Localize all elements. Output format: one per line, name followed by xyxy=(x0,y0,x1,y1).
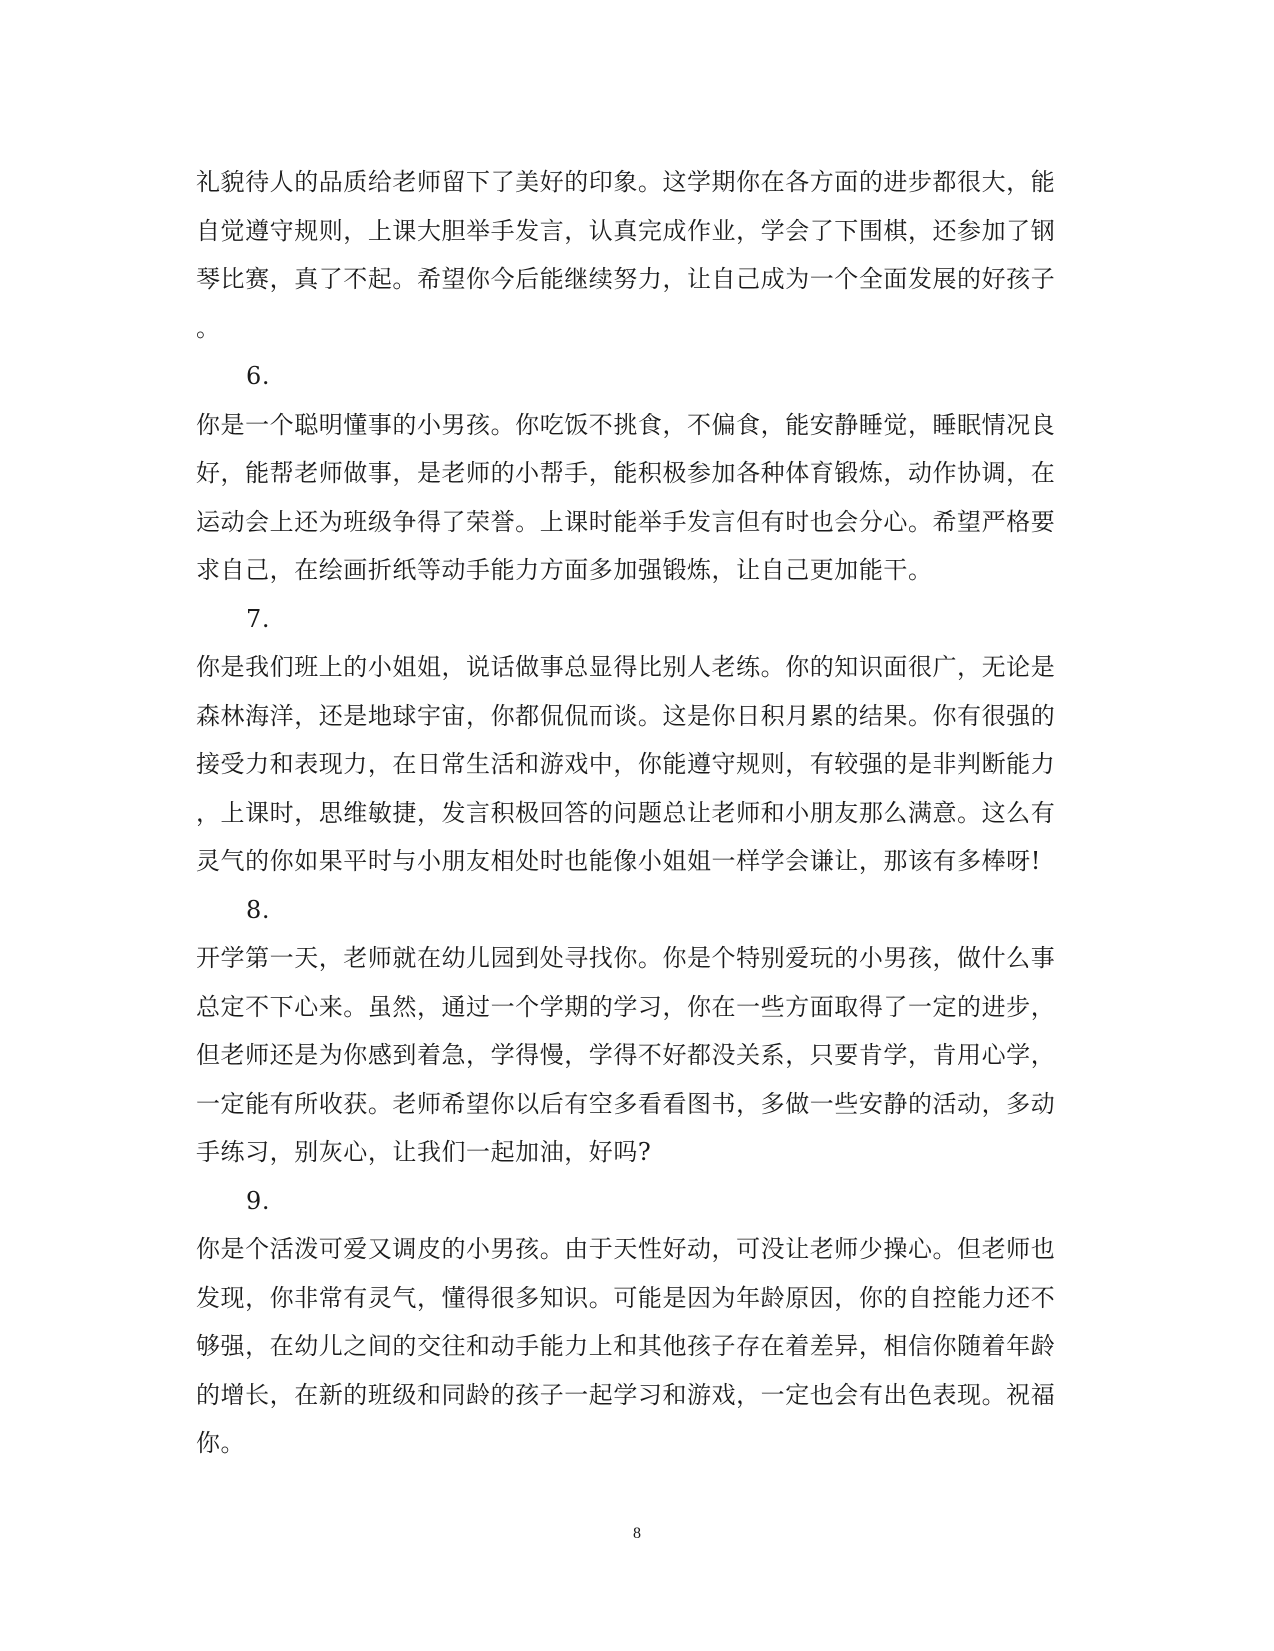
text-line: 发现，你非常有灵气，懂得很多知识。可能是因为年龄原因，你的自控能力还不 xyxy=(196,1283,1056,1312)
text-line: 好，能帮老师做事，是老师的小帮手，能积极参加各种体育锻炼，动作协调，在 xyxy=(196,459,1056,487)
text-line: 开学第一天，老师就在幼儿园到处寻找你。你是个特别爱玩的小男孩，做什么事 xyxy=(196,944,1056,972)
text-line: 灵气的你如果平时与小朋友相处时也能像小姐姐一样学会谦让，那该有多棒呀! xyxy=(196,847,1041,875)
text-line: 礼貌待人的品质给老师留下了美好的印象。这学期你在各方面的进步都很大，能 xyxy=(196,168,1056,196)
text-line: 运动会上还为班级争得了荣誉。上课时能举手发言但有时也会分心。希望严格要 xyxy=(196,507,1056,536)
text-line: 求自己，在绘画折纸等动手能力方面多加强锻炼，让自己更加能干。 xyxy=(196,556,933,584)
text-line: 森林海洋，还是地球宇宙，你都侃侃而谈。这是你日积月累的结果。你有很强的 xyxy=(196,701,1056,730)
text-line: 够强，在幼儿之间的交往和动手能力上和其他孩子存在着差异，相信你随着年龄 xyxy=(196,1332,1056,1360)
text-line: 琴比赛，真了不起。希望你今后能继续努力，让自己成为一个全面发展的好孩子 xyxy=(196,265,1056,293)
text-line: 手练习，别灰心，让我们一起加油，好吗? xyxy=(196,1138,652,1166)
text-line: 总定不下心来。虽然，通过一个学期的学习，你在一些方面取得了一定的进步， xyxy=(196,992,1056,1021)
text-line: 你是个活泼可爱又调皮的小男孩。由于天性好动，可没让老师少操心。但老师也 xyxy=(196,1235,1056,1263)
text-line: 你。 xyxy=(196,1429,246,1457)
text-line: 你是一个聪明懂事的小男孩。你吃饭不挑食，不偏食，能安静睡觉，睡眠情况良 xyxy=(196,410,1056,439)
item-number-7: 7. xyxy=(246,604,270,633)
text-line: 接受力和表现力，在日常生活和游戏中，你能遵守规则，有较强的是非判断能力 xyxy=(196,750,1056,778)
text-line: 你是我们班上的小姐姐，说话做事总显得比别人老练。你的知识面很广，无论是 xyxy=(196,653,1056,681)
page-number: 8 xyxy=(633,1525,641,1542)
text-line: 的增长，在新的班级和同龄的孩子一起学习和游戏，一定也会有出色表现。祝福 xyxy=(196,1380,1056,1409)
text-line: 一定能有所收获。老师希望你以后有空多看看图书，多做一些安静的活动，多动 xyxy=(196,1089,1056,1118)
item-number-8: 8. xyxy=(246,895,270,924)
text-line: 但老师还是为你感到着急，学得慢，学得不好都没关系，只要肯学，肯用心学， xyxy=(196,1041,1056,1069)
text-line: ，上课时，思维敏捷，发言积极回答的问题总让老师和小朋友那么满意。这么有 xyxy=(196,798,1056,827)
text-line: 自觉遵守规则，上课大胆举手发言，认真完成作业，学会了下围棋，还参加了钢 xyxy=(196,216,1056,245)
document-body xyxy=(196,158,1072,1468)
text-line: 。 xyxy=(196,313,221,342)
item-number-9: 9. xyxy=(246,1186,270,1215)
item-number-6: 6. xyxy=(246,362,270,390)
